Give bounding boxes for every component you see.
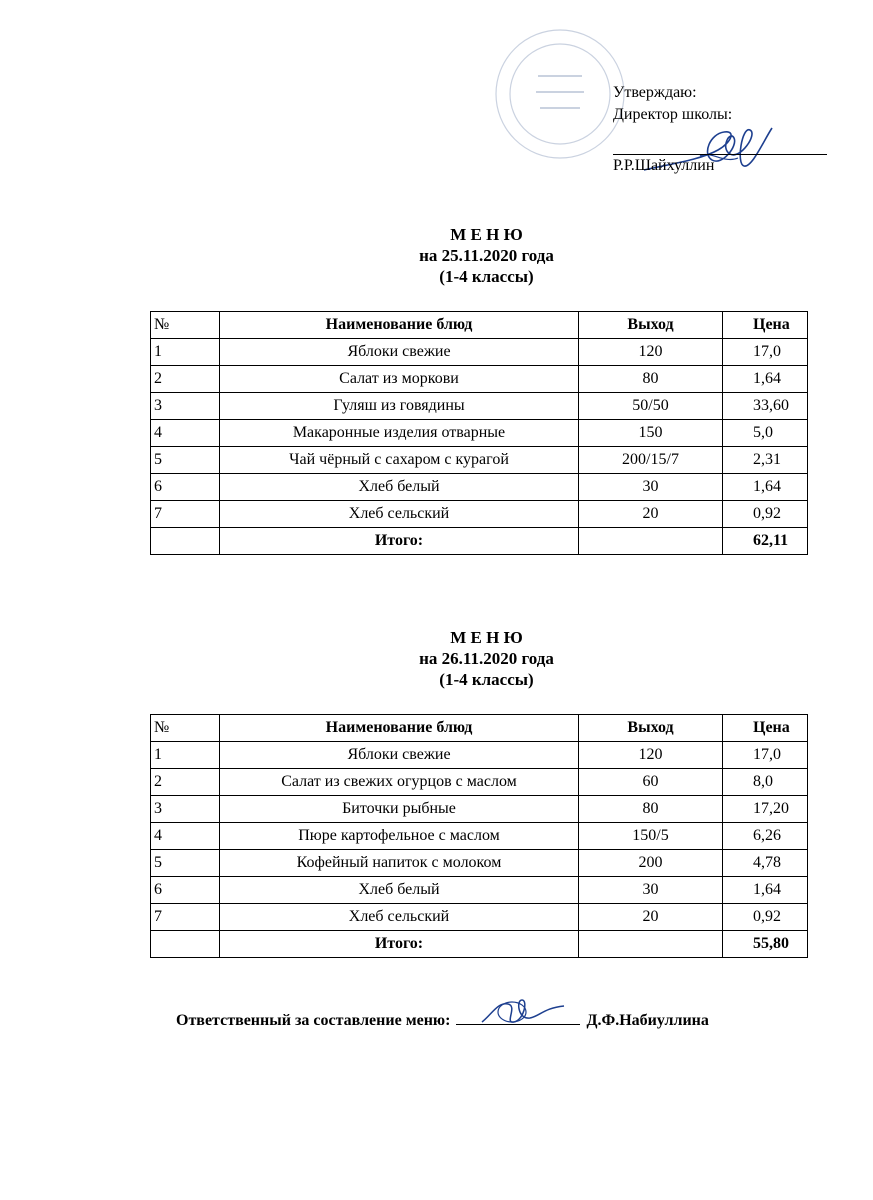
row-price: 1,64 [723, 877, 808, 904]
row-num: 3 [151, 393, 220, 420]
approval-label: Утверждаю: [613, 84, 697, 101]
row-output: 30 [579, 474, 723, 501]
header-name: Наименование блюд [220, 715, 579, 742]
table-row [151, 823, 808, 850]
menu-title: М Е Н Ю [450, 225, 523, 244]
row-num: 4 [151, 823, 220, 850]
row-output: 20 [579, 904, 723, 931]
table-header-row [151, 312, 808, 339]
row-num: 6 [151, 877, 220, 904]
table-row [151, 501, 808, 528]
row-dish: Гуляш из говядины [220, 393, 579, 420]
menu-grades: (1-4 классы) [439, 267, 534, 286]
row-price: 0,92 [723, 904, 808, 931]
row-price: 8,0 [723, 769, 808, 796]
director-name: Р.Р.Шайхуллин [613, 157, 715, 174]
row-dish: Салат из моркови [220, 366, 579, 393]
header-output: Выход [579, 312, 723, 339]
table-row [151, 769, 808, 796]
table-header-row [151, 715, 808, 742]
row-num: 1 [151, 742, 220, 769]
table-row [151, 877, 808, 904]
row-num: 7 [151, 501, 220, 528]
row-output: 120 [579, 742, 723, 769]
responsible-signature [478, 994, 568, 1028]
menu-heading-1 [0, 224, 873, 287]
approval-position: Директор школы: [613, 106, 733, 123]
row-output: 80 [579, 796, 723, 823]
row-price: 6,26 [723, 823, 808, 850]
row-num: 2 [151, 769, 220, 796]
row-price: 1,64 [723, 474, 808, 501]
row-price: 4,78 [723, 850, 808, 877]
menu-table-1 [150, 311, 808, 555]
row-num: 2 [151, 366, 220, 393]
total-label: Итого: [220, 931, 579, 958]
responsible-name: Д.Ф.Набиуллина [586, 1012, 709, 1029]
row-num: 4 [151, 420, 220, 447]
menu-table-2 [150, 714, 808, 958]
table-row [151, 366, 808, 393]
table-row [151, 339, 808, 366]
table-row [151, 850, 808, 877]
table-row [151, 474, 808, 501]
header-price: Цена [723, 715, 808, 742]
row-price: 1,64 [723, 366, 808, 393]
table-row [151, 447, 808, 474]
row-dish: Хлеб белый [220, 877, 579, 904]
approval-block [613, 82, 827, 177]
row-output: 60 [579, 769, 723, 796]
table-row [151, 796, 808, 823]
row-price: 2,31 [723, 447, 808, 474]
row-output: 150/5 [579, 823, 723, 850]
total-empty-cell [151, 931, 220, 958]
row-dish: Хлеб сельский [220, 501, 579, 528]
row-dish: Яблоки свежие [220, 742, 579, 769]
row-price: 0,92 [723, 501, 808, 528]
row-price: 17,0 [723, 339, 808, 366]
row-dish: Биточки рыбные [220, 796, 579, 823]
responsible-footer [176, 1008, 709, 1032]
row-num: 3 [151, 796, 220, 823]
row-num: 6 [151, 474, 220, 501]
row-price: 5,0 [723, 420, 808, 447]
header-name: Наименование блюд [220, 312, 579, 339]
header-num: № [151, 715, 220, 742]
table-row [151, 420, 808, 447]
row-dish: Кофейный напиток с молоком [220, 850, 579, 877]
total-value: 55,80 [723, 931, 808, 958]
signature-line [613, 126, 827, 155]
table-row [151, 904, 808, 931]
row-output: 200/15/7 [579, 447, 723, 474]
row-output: 200 [579, 850, 723, 877]
header-price: Цена [723, 312, 808, 339]
menu-date: на 26.11.2020 года [419, 649, 554, 668]
row-output: 150 [579, 420, 723, 447]
menu-title: М Е Н Ю [450, 628, 523, 647]
menu-date: на 25.11.2020 года [419, 246, 554, 265]
row-dish: Хлеб сельский [220, 904, 579, 931]
row-dish: Салат из свежих огурцов с маслом [220, 769, 579, 796]
row-num: 5 [151, 447, 220, 474]
total-empty-cell [579, 931, 723, 958]
header-output: Выход [579, 715, 723, 742]
row-num: 7 [151, 904, 220, 931]
header-num: № [151, 312, 220, 339]
row-output: 30 [579, 877, 723, 904]
total-row [151, 528, 808, 555]
table-row [151, 393, 808, 420]
total-empty-cell [151, 528, 220, 555]
row-num: 1 [151, 339, 220, 366]
row-output: 20 [579, 501, 723, 528]
menu-heading-2 [0, 627, 873, 690]
row-price: 33,60 [723, 393, 808, 420]
row-dish: Чай чёрный с сахаром с курагой [220, 447, 579, 474]
row-dish: Яблоки свежие [220, 339, 579, 366]
total-value: 62,11 [723, 528, 808, 555]
total-row [151, 931, 808, 958]
row-output: 80 [579, 366, 723, 393]
row-output: 50/50 [579, 393, 723, 420]
menu-grades: (1-4 классы) [439, 670, 534, 689]
row-dish: Макаронные изделия отварные [220, 420, 579, 447]
table-row [151, 742, 808, 769]
responsible-signature-line [456, 1008, 580, 1025]
row-num: 5 [151, 850, 220, 877]
row-output: 120 [579, 339, 723, 366]
responsible-label: Ответственный за составление меню: [176, 1012, 451, 1029]
row-price: 17,20 [723, 796, 808, 823]
row-dish: Пюре картофельное с маслом [220, 823, 579, 850]
total-empty-cell [579, 528, 723, 555]
row-dish: Хлеб белый [220, 474, 579, 501]
total-label: Итого: [220, 528, 579, 555]
row-price: 17,0 [723, 742, 808, 769]
